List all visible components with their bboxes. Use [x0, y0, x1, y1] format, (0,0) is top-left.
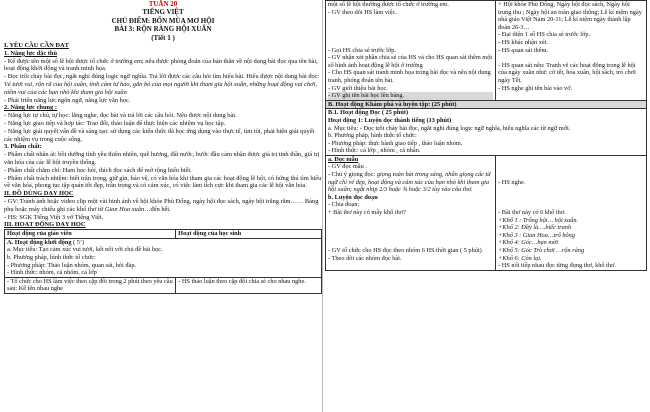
objective-text: - Phẩm chất nhân ái: bồi dưỡng tình yêu thiên nhiên, quê hương, đất nước, bước đầu cảm nhận được giá trị tinh thần, giá trị văn hóa của các lễ hội truyền thống. [4, 151, 320, 166]
objective-text: - Phẩm chất chăm chỉ: Ham học hỏi, thích đọc sách để mở rộng hiểu biết. [4, 166, 192, 174]
section-objectives: I. YÊU CẦU CẦN ĐẠT [4, 42, 69, 50]
week-label: TUẦN 20 [148, 0, 178, 8]
right-column [325, 0, 647, 412]
activity-table-right [325, 0, 647, 271]
student-cell: - HS nghe. - Bài thơ này có 6 khổ thơ. +Khổ 1 : Trống hội… hội xuân. +Khổ 2: Đầy là….biếc tranh +Khổ 3 : Gian Hoa…trổ bông +Khổ 4: Góc…bạn mời +Khổ 5: Góc Trò chơi …rộn ràng +Khổ 6: Còn lại. - HS nối tiếp nhau đọc từng đọng thơ, khổ thơ. [496, 155, 647, 270]
column-divider [322, 0, 323, 412]
objective-text: - Năng lực tự chủ, tự học: lắng nghe, đọc bài và trả lời các câu hỏi. Nêu được nội dung bài. [4, 112, 237, 120]
subsection-qualities: 3. Phẩm chất: [4, 143, 42, 151]
objective-text: - Đọc trôi chảy bài đọc, ngắt nghỉ đúng logic ngữ nghĩa. Trả lời được các câu hỏi tìm hiểu bài. Hiểu được nội dung bài đọc: Vẻ tươi vui, rộn rã của hội xuân, tình cảm tự hào, gắn bó của mọi người khi tham gia hội xuân, những hoạt động vui chơi, niềm vui của các bạn nhỏ khi tham gia hội xuân [4, 73, 320, 96]
student-cell: + Hội khỏe Phù Đổng, Ngày hội đọc sách, Ngày hội trung thu ; Ngày hội an toàn giao thông; Lễ kỉ niệm ngày nhà giáo Việt Nam 20-11; Lễ kỉ niệm ngày thành lập đoàn 26-3… - Đại diện 1 số HS chia sẻ trước lớp. - HS khác nhận xét. - HS quan sát thêm. - HS quan sát nêu: Tranh vẽ các hoạt động trong lễ hội của ngày xuân như: cờ tết, hoa xuân, hội sách, trò chơi ngày Tết. - HS nghe ghi tên bài vào vở. [496, 1, 647, 101]
student-cell: - HS thảo luận theo cặp đôi chia sẻ cho nhau nghe. [176, 277, 322, 293]
materials-teacher: - GV: Tranh ảnh hoặc video clip một vài hình ảnh về hội khỏe Phù Đổng, ngày hội đọc sách, ngày hội trăng rằm…… Bảng phụ hoặc máy chiếu ghi các khổ thơ từ Gian Hoa xuân…đến hết. [4, 197, 319, 213]
subsection-specific-competence: 1. Năng lực đặc thù [4, 49, 58, 57]
activity-b-title: B. Hoạt động Khám phá và luyện tập: (25 phút) [326, 100, 647, 109]
theme-title: CHỦ ĐIỂM: BỐN MÙA MƠ HỘI [111, 16, 215, 25]
objective-text: - Phẩm chất trách nhiệm: biết trân trọng, giữ gìn, bảo vệ, có văn hóa khi tham gia các hoạt động lễ hội, có hứng thú tìm hiểu về văn hóa, phong tục tập quán tốt đẹp, trân trọng và có cảm xúc, có việc làm tích cực khi tham gia các lễ hội văn hóa. [4, 174, 322, 190]
section-materials: II. ĐỒ DÙNG DẠY HỌC [4, 190, 74, 198]
period-label: (Tiết 1 ) [151, 33, 175, 42]
section-activities: III. HOẠT ĐỘNG DẠY HỌC [4, 221, 86, 229]
left-column [4, 0, 322, 412]
objective-text: - Phát triển năng lực ngôn ngữ, năng lực văn học. [4, 96, 131, 104]
objective-text: - Kể được tên một số lễ hội được tổ chức ở trường em; nêu được phỏng đoán của bản thân về nội dung bài đọc qua tên bài, hoạt động khởi động và tranh minh họa. [4, 57, 318, 73]
teacher-cell: một số lễ hội thường được tổ chức ở trường em. - GV theo dõi HS làm việc. - Gọi HS chia sẻ trước lớp. - GV nhận xét phần chia sẻ của HS và cho HS quan sát thêm một số hình ảnh hoạt động lễ hội ở trường - Cho HS quan sát tranh minh họa trong bài đọc và nêu nội dung tranh, phỏng đoán tên bài. - GV giới thiệu bài học. - GV ghi tên bài học lên bảng. [326, 1, 496, 101]
teacher-cell: a. Đọc mẫu - GV đọc mẫu . - Chú ý giọng đọc: giọng toàn bài trong sáng, nhấn giọng các từ ngữ chỉ vẻ đẹp, hoạt động và cảm xúc của bạn nhỏ khi tham gia hội xuân; ngắt nhịp 2/3 hoặc ¾ hoặc 3/2 tùy vào câu thơ. b. Luyện đọc đoạn - Chia đoạn: + Bài thơ này có mấy khổ thơ? - GV tổ chức cho HS đọc theo nhóm 6 HS thời gian ( 5 phút) - Theo dõi các nhóm đọc bài. [326, 155, 496, 270]
header-teacher: Hoạt động của giáo viên [5, 230, 176, 239]
activity-table-left [4, 229, 322, 294]
objective-text: - Năng lực giải quyết vấn đề và sáng tạo: sử dụng các kiến thức đã học ứng dụng vào thực tế, tìm tòi, phát hiện giải quyết các nhiệm vụ trong cuộc sống. [4, 127, 315, 143]
activity-b-block: B.1. Hoạt động Đọc ( 25 phút) Hoạt động 1: Luyện đọc thành tiếng (13 phút) a. Mục tiêu: - Đọc trôi chảy bài đọc, ngắt nghỉ đúng logic ngữ nghĩa, hiểu nghĩa các từ ngữ mới. b. Phương pháp, hình thức tổ chức: - Phương pháp: thực hành giao tiếp , thảo luận nhóm. - Hình thức: cá lớp , nhóm , cá nhân. [326, 109, 647, 156]
teacher-cell: - Tổ chức cho HS làm việc theo cặp đôi trong 2 phút theo yêu cầu sau: Kể tên nhau nghe [5, 277, 176, 293]
materials-student: - HS: SGK Tiếng Việt 3 vở Tiếng Việt. [4, 213, 104, 221]
lesson-title: BÀI 3: RỘN RÀNG HỘI XUÂN [114, 25, 212, 34]
subject-title: TIẾNG VIỆT [142, 8, 184, 17]
header-student: Hoạt động của học sinh [176, 230, 322, 239]
activity-a-block: A. Hoạt động khởi động ( 5’) a. Mục tiêu: Tạo cảm xúc vui tươi, kết nối với chủ đề bài học. b. Phương pháp, hình thức tổ chức: - Phương pháp: Thảo luận nhóm, quan sát, hỏi đáp. - Hình thức: nhóm, cả nhóm, cá lớp [5, 238, 322, 277]
objective-text: - Năng lực giao tiếp và hợp tác: Trao đổi, thảo luận để thực hiện các nhiệm vụ học tập. [4, 120, 226, 127]
subsection-general-competence: 2. Năng lực chung : [4, 104, 58, 112]
